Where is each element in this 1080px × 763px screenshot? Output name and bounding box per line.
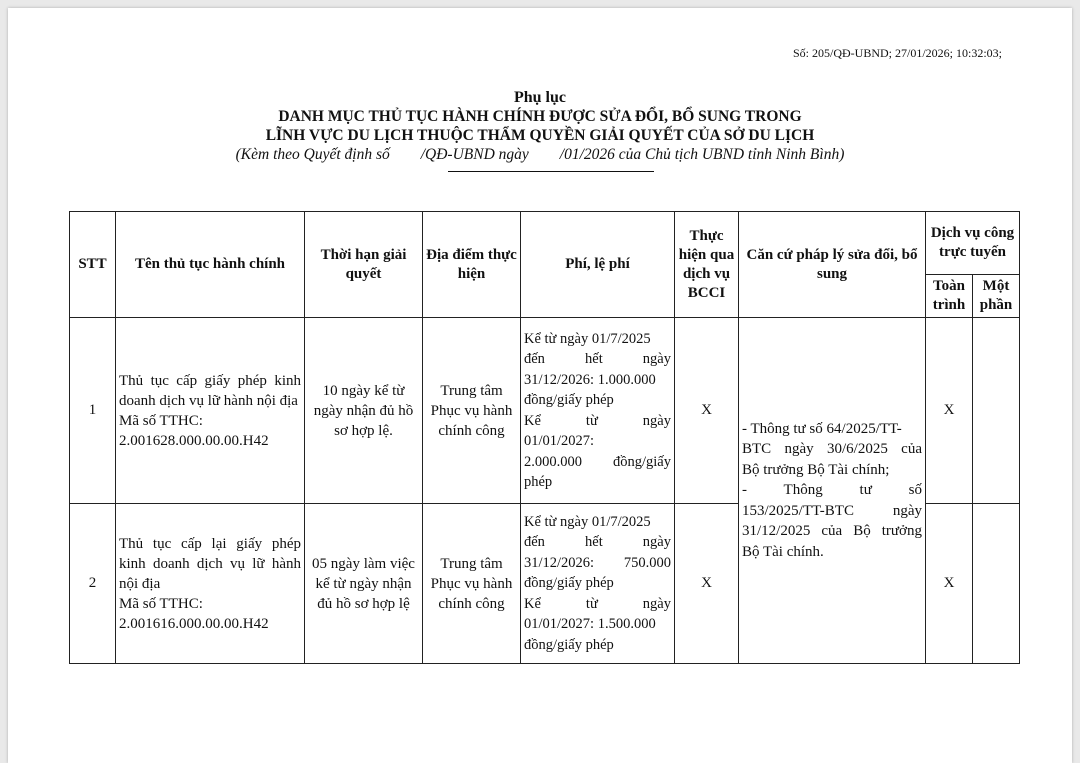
header-bcci: Thực hiện qua dịch vụ BCCI — [675, 212, 739, 318]
header-online-service: Dịch vụ công trực tuyến — [926, 212, 1020, 275]
legal-line: Bộ Tài chính. — [742, 543, 824, 560]
table-row — [70, 318, 1020, 504]
header-procedure-name: Tên thủ tục hành chính — [116, 212, 305, 318]
procedures-table — [69, 211, 1020, 664]
fee-line: đồng/giấy phép — [524, 392, 614, 408]
document-number: Số: 205/QĐ-UBND; 27/01/2026; 10:32:03; — [792, 46, 1002, 60]
row-bcci-mark: X — [675, 318, 739, 504]
row-stt: 2 — [70, 504, 116, 664]
fee-line: đồng/giấy phép — [524, 575, 614, 592]
procedure-code-label: Mã số TTHC: — [119, 412, 203, 429]
heading-subtitle: (Kèm theo Quyết định số /QĐ-UBND ngày /01/2026 của Chủ tịch UBND tỉnh Ninh Bình) — [235, 146, 845, 163]
procedure-name-text: Thủ tục cấp giấy phép kinh doanh dịch vụ lữ hành nội địa — [119, 372, 301, 409]
legal-line: BTC ngày 30/6/2025 của — [742, 441, 922, 458]
row-fee — [521, 318, 675, 504]
fee-line: Kể từ ngày — [524, 412, 671, 429]
header-legal-basis: Căn cứ pháp lý sửa đổi, bổ sung — [739, 212, 926, 318]
header-stt: STT — [70, 212, 116, 318]
row-online-full-mark: X — [926, 318, 973, 504]
row-location: Trung tâm Phục vụ hành chính công — [423, 318, 521, 504]
fee-line: 2.000.000 đồng/giấy phép — [524, 453, 671, 490]
fee-line: Kể từ ngày 01/7/2025 — [524, 330, 651, 347]
document-page — [8, 8, 1072, 763]
fee-line: Kể từ ngày 01/7/2025 — [524, 513, 651, 530]
procedure-code-label: Mã số TTHC: — [119, 595, 203, 612]
fee-line: 01/01/2027: — [524, 433, 595, 449]
header-online-full: Toàn trình — [926, 275, 973, 318]
fee-line: 01/01/2027: 1.500.000 — [524, 616, 656, 633]
row-location: Trung tâm Phục vụ hành chính công — [423, 504, 521, 664]
fee-line: 31/12/2026: 1.000.000 — [524, 371, 656, 388]
fee-line: 31/12/2026: 750.000 — [524, 554, 671, 571]
legal-basis-cell — [739, 318, 926, 664]
legal-line: Bộ trưởng Bộ Tài chính; — [742, 461, 890, 478]
row-deadline: 10 ngày kể từ ngày nhận đủ hồ sơ hợp lệ. — [305, 318, 423, 504]
row-fee — [521, 504, 675, 664]
row-procedure-name — [116, 504, 305, 664]
procedure-code: 2.001628.000.00.00.H42 — [119, 432, 269, 449]
document-heading — [8, 88, 1072, 164]
fee-line: đến hết ngày — [524, 351, 671, 367]
row-bcci-mark: X — [675, 504, 739, 664]
header-fee: Phí, lệ phí — [521, 212, 675, 318]
fee-line: Kể từ ngày — [524, 595, 671, 612]
row-deadline: 05 ngày làm việc kể từ ngày nhận đủ hồ sơ hợp lệ — [305, 504, 423, 664]
fee-line: đồng/giấy phép — [524, 636, 614, 653]
row-online-partial-mark — [973, 318, 1020, 504]
row-online-full-mark: X — [926, 504, 973, 664]
row-stt: 1 — [70, 318, 116, 504]
subtitle-underline — [448, 171, 654, 172]
legal-line: 31/12/2025 của Bộ trưởng — [742, 523, 922, 540]
fee-line: đến hết ngày — [524, 534, 671, 551]
header-location: Địa điểm thực hiện — [423, 212, 521, 318]
legal-line: - Thông tư số 64/2025/TT- — [742, 420, 902, 437]
header-online-partial: Một phần — [973, 275, 1020, 318]
heading-line-2: LĨNH VỰC DU LỊCH THUỘC THẨM QUYỀN GIẢI QUYẾT CỦA SỞ DU LỊCH — [265, 127, 815, 144]
header-deadline: Thời hạn giải quyết — [305, 212, 423, 318]
heading-line-1: DANH MỤC THỦ TỤC HÀNH CHÍNH ĐƯỢC SỬA ĐỔI, BỔ SUNG TRONG — [278, 108, 802, 125]
procedure-code: 2.001616.000.00.00.H42 — [119, 615, 269, 632]
legal-line: 153/2025/TT-BTC ngày — [742, 502, 922, 519]
procedure-name-text: Thủ tục cấp lại giấy phép kinh doanh dịch vụ lữ hành nội địa — [119, 535, 301, 592]
legal-line: - Thông tư số — [742, 482, 922, 499]
appendix-title: Phụ lục — [513, 89, 566, 106]
row-online-partial-mark — [973, 504, 1020, 664]
row-procedure-name — [116, 318, 305, 504]
